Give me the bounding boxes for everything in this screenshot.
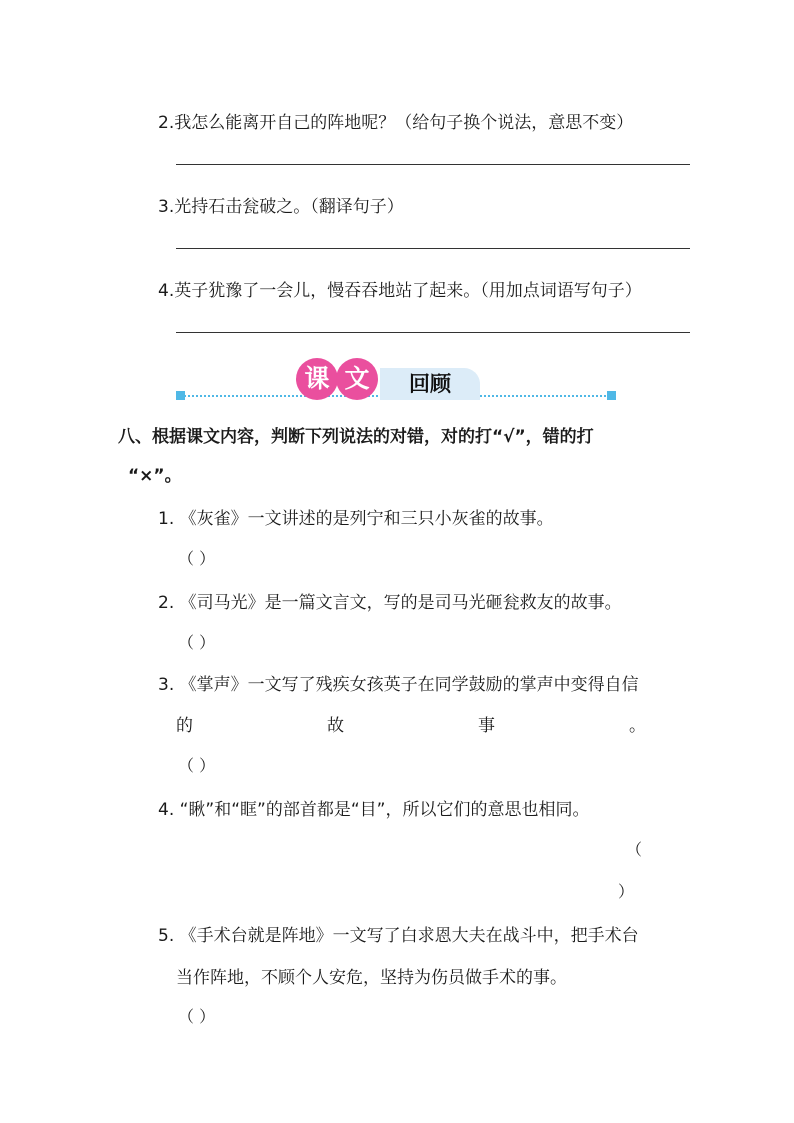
judge-answer-3[interactable]: （ ） bbox=[178, 756, 216, 775]
section-banner bbox=[176, 356, 616, 406]
judge-question-2: 2. 《司马光》是一篇文言文，写的是司马光砸瓮救友的故事。 bbox=[158, 593, 622, 613]
judge-question-3: 3. 《掌声》一文写了残疾女孩英子在同学鼓励的掌声中变得自信 bbox=[158, 675, 639, 695]
q3-word-1: 的 bbox=[176, 716, 193, 736]
banner-circle-2: 文 bbox=[336, 358, 378, 400]
judge-question-1: 1. 《灰雀》一文讲述的是列宁和三只小灰雀的故事。 bbox=[158, 509, 554, 529]
judge-answer-5[interactable]: （ ） bbox=[178, 1007, 216, 1026]
answer-line-4[interactable] bbox=[176, 332, 690, 333]
q3-word-2: 故 bbox=[327, 716, 344, 736]
banner-left-square bbox=[176, 391, 185, 400]
section-heading-cont: “×”。 bbox=[128, 466, 182, 486]
question-3: 3.光持石击瓮破之。（翻译句子） bbox=[158, 197, 404, 217]
judge-answer-2[interactable]: （ ） bbox=[178, 633, 216, 652]
judge-question-5-cont: 当作阵地，不顾个人安危，坚持为伤员做手术的事。 bbox=[176, 968, 567, 988]
section-heading: 八、根据课文内容，判断下列说法的对错，对的打“√”，错的打 bbox=[118, 427, 594, 447]
question-4: 4.英子犹豫了一会儿，慢吞吞地站了起来。（用加点词语写句子） bbox=[158, 281, 642, 301]
q3-word-3: 事 bbox=[478, 716, 495, 736]
judge-answer-4-close[interactable]: ） bbox=[618, 882, 635, 901]
question-2: 2.我怎么能离开自己的阵地呢？（给句子换个说法，意思不变） bbox=[158, 113, 634, 133]
q3-word-4: 。 bbox=[629, 716, 646, 736]
judge-answer-1[interactable]: （ ） bbox=[178, 549, 216, 568]
banner-right-square bbox=[607, 391, 616, 400]
banner-label: 回顾 bbox=[380, 368, 480, 400]
answer-line-3[interactable] bbox=[176, 248, 690, 249]
judge-question-5: 5. 《手术台就是阵地》一文写了白求恩大夫在战斗中，把手术台 bbox=[158, 926, 639, 946]
banner-circle-1: 课 bbox=[296, 358, 338, 400]
answer-line-2[interactable] bbox=[176, 164, 690, 165]
judge-question-3-cont bbox=[176, 711, 646, 736]
judge-question-4: 4. “瞅”和“眶”的部首都是“目”，所以它们的意思也相同。 bbox=[158, 800, 590, 820]
judge-answer-4-open[interactable]: （ bbox=[626, 840, 643, 859]
